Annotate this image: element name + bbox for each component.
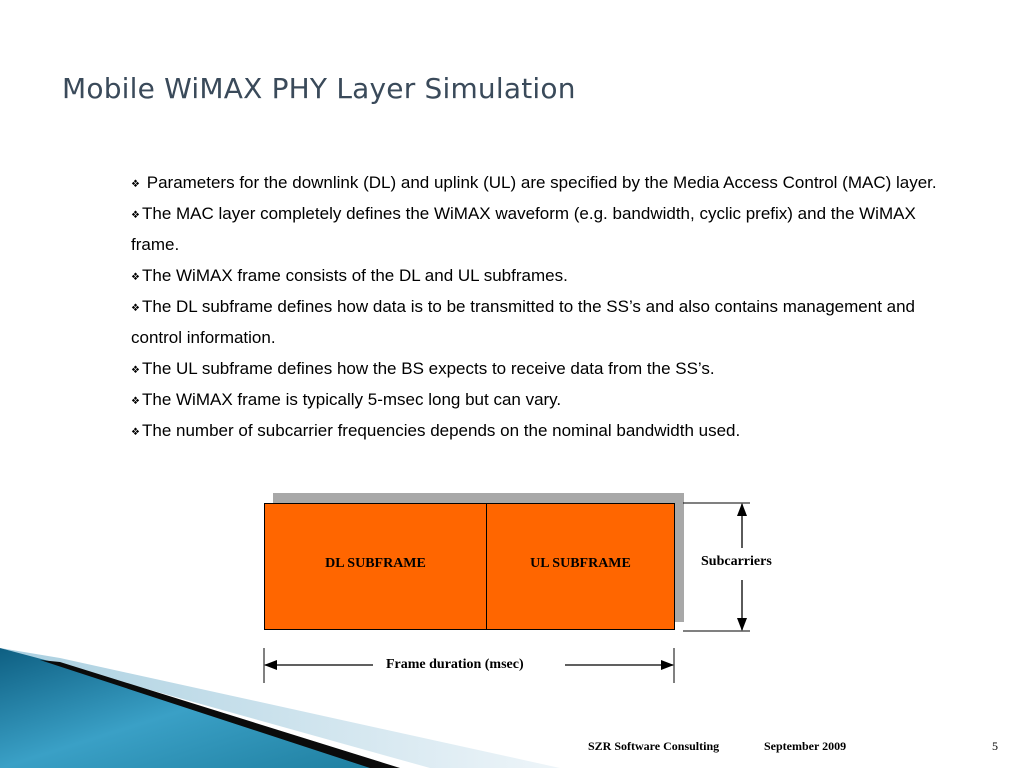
footer-company: SZR Software Consulting [588,739,720,753]
diamond-bullet-icon: ❖ [131,272,140,283]
bullet-text: Parameters for the downlink (DL) and uplink (UL) are specified by the Media Access Control (MAC) layer. [146,173,937,192]
footer-page-number: 5 [992,739,998,753]
diamond-bullet-icon: ❖ [131,365,140,376]
frame-duration-label: Frame duration (msec) [386,657,524,672]
slide-title: Mobile WiMAX PHY Layer Simulation [62,72,576,105]
arrow-down-icon [737,618,747,631]
bullet-text: The WiMAX frame is typically 5-msec long but can vary. [142,390,562,409]
diamond-bullet-icon: ❖ [131,179,140,190]
ul-subframe-label: UL SUBFRAME [530,556,631,571]
diamond-bullet-icon: ❖ [131,396,140,407]
bullet-text: The UL subframe defines how the BS expects to receive data from the SS’s. [142,359,715,378]
diamond-bullet-icon: ❖ [131,303,140,314]
diamond-bullet-icon: ❖ [131,427,140,438]
footer-date: September 2009 [764,739,847,753]
bullet-text: The DL subframe defines how data is to be transmitted to the SS’s and also contains management and control information. [131,297,916,347]
bullet-text: The number of subcarrier frequencies depends on the nominal bandwidth used. [142,421,741,440]
arrow-right-icon [661,660,674,670]
arrow-up-icon [737,503,747,516]
dl-subframe-label: DL SUBFRAME [325,556,426,571]
bullet-text: The WiMAX frame consists of the DL and UL subframes. [142,266,568,285]
subcarriers-label: Subcarriers [701,554,772,569]
arrow-left-icon [264,660,277,670]
bullet-text: The MAC layer completely defines the WiMAX waveform (e.g. bandwidth, cyclic prefix) and the WiMAX frame. [131,204,916,254]
diamond-bullet-icon: ❖ [131,210,140,221]
